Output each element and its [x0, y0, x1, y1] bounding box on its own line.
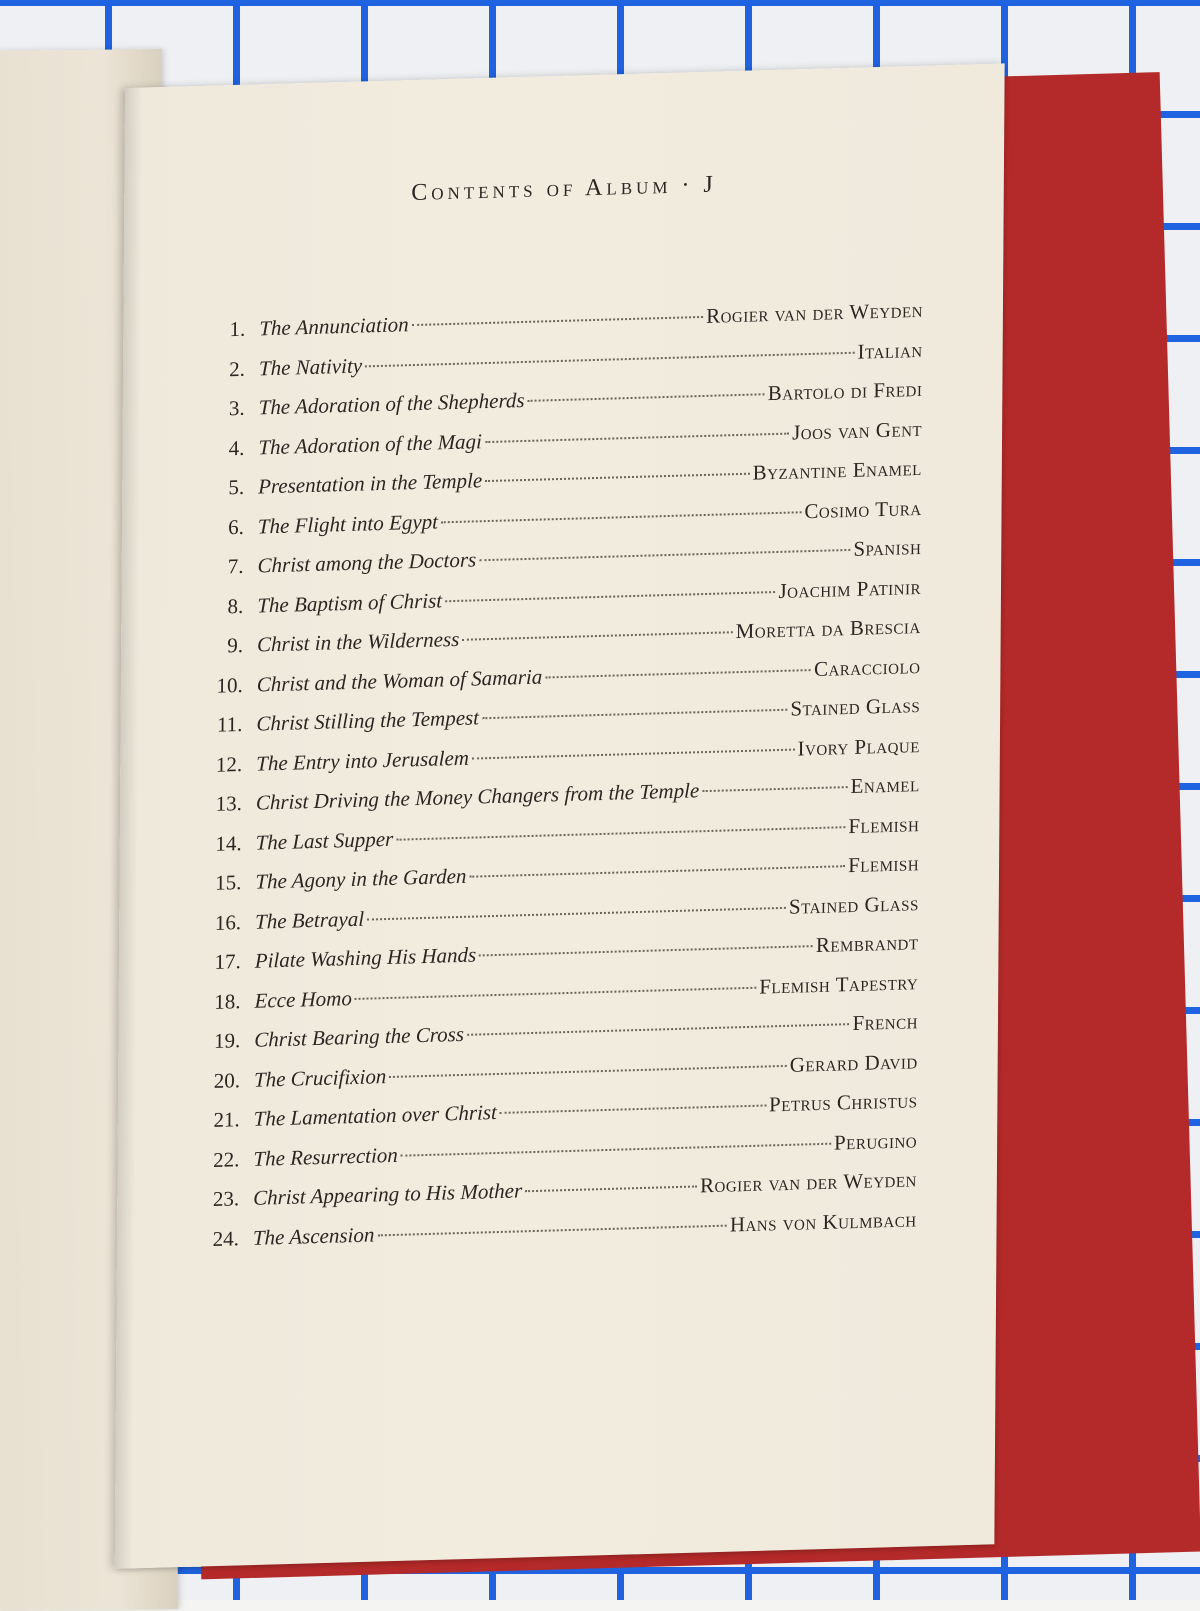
entry-artist: Perugino [833, 1127, 918, 1155]
entry-number: 21. [213, 1107, 240, 1132]
entry-number: 10. [216, 672, 243, 698]
entry-number: 4. [228, 435, 245, 460]
entry-artist: Enamel [850, 772, 920, 799]
entry-title: Christ Stilling the Tempest [256, 705, 480, 736]
dot-leader [389, 1064, 786, 1077]
entry-number: 14. [215, 830, 242, 856]
entry-number: 11. [216, 711, 243, 737]
entry-title: The Resurrection [253, 1142, 398, 1171]
entry-artist: Italian [857, 337, 923, 364]
entry-artist: Stained Glass [790, 693, 921, 721]
entry-title: The Betrayal [255, 906, 365, 934]
title-separator: · [681, 172, 694, 199]
page-title [124, 163, 1004, 215]
entry-number: 6. [228, 514, 244, 539]
entry-title: Christ Bearing the Cross [254, 1021, 465, 1052]
entry-artist: Rogier van der Weyden [706, 297, 924, 328]
dot-leader [472, 748, 795, 759]
entry-artist: Petrus Christus [768, 1088, 918, 1117]
dot-leader [479, 945, 813, 956]
entry-artist: Joachim Patinir [778, 574, 922, 603]
contents-page [115, 63, 1005, 1568]
dot-leader [462, 631, 732, 641]
entry-number: 5. [228, 474, 245, 500]
dot-leader [467, 1023, 850, 1036]
dot-leader [401, 1142, 831, 1156]
entry-title: Presentation in the Temple [258, 468, 483, 499]
entry-number: 3. [228, 395, 245, 421]
dot-leader [702, 786, 847, 792]
entry-number: 20. [213, 1067, 241, 1093]
entry-artist: Caracciolo [813, 653, 921, 681]
entry-artist: Rembrandt [815, 930, 919, 958]
entry-number: 23. [212, 1186, 240, 1211]
entry-artist: Joos van Gent [792, 416, 923, 445]
dot-leader [482, 709, 787, 720]
entry-artist: Flemish [848, 811, 920, 838]
entry-title: The Annunciation [259, 312, 409, 341]
entry-title: The Agony in the Garden [255, 863, 467, 894]
dot-leader [500, 1104, 766, 1113]
entry-title: Pilate Washing His Hands [254, 942, 477, 973]
dot-leader [377, 1224, 727, 1236]
entry-artist: Bartolo di Fredi [767, 376, 923, 406]
entry-title: The Flight into Egypt [257, 508, 439, 538]
dot-leader [485, 473, 750, 482]
entry-number: 19. [213, 1028, 241, 1053]
dot-leader [441, 511, 801, 523]
entry-artist: Byzantine Enamel [752, 455, 922, 485]
entry-artist: Gerard David [789, 1048, 918, 1077]
entry-artist: Spanish [853, 534, 922, 561]
entry-title: Christ and the Woman of Samaria [256, 664, 543, 697]
dot-leader [396, 826, 845, 841]
dot-leader [485, 432, 789, 442]
dot-leader [367, 906, 786, 920]
dot-leader [525, 1185, 697, 1192]
entry-title: Ecce Homo [254, 985, 352, 1013]
entry-number: 7. [227, 553, 244, 579]
entry-artist: Rogier van der Weyden [699, 1167, 917, 1198]
dot-leader [355, 986, 756, 999]
entry-title: The Last Supper [255, 826, 394, 855]
entry-number: 15. [215, 870, 242, 895]
entry-number: 12. [215, 751, 243, 777]
dot-leader [528, 393, 765, 402]
entry-title: The Nativity [258, 352, 363, 380]
entry-title: The Adoration of the Shepherds [258, 387, 525, 420]
entry-title: The Lamentation over Christ [253, 1100, 497, 1131]
entry-number: 22. [213, 1146, 240, 1172]
entry-artist: Hans von Kulmbach [729, 1206, 917, 1237]
entry-number: 17. [214, 949, 241, 974]
entry-number: 16. [214, 909, 242, 935]
entry-number: 9. [227, 632, 244, 658]
entry-number: 13. [215, 791, 243, 816]
entry-artist: Ivory Plaque [797, 732, 921, 760]
dot-leader [545, 669, 811, 678]
dot-leader [445, 591, 775, 602]
entry-artist: Stained Glass [788, 890, 919, 919]
entry-number: 1. [229, 316, 246, 342]
entry-artist: French [852, 1009, 919, 1036]
entry-title: The Ascension [252, 1221, 375, 1250]
dot-leader [469, 865, 845, 877]
contents-list [197, 298, 923, 1267]
entry-title: Christ among the Doctors [257, 547, 477, 578]
entry-number: 2. [229, 356, 246, 381]
entry-number: 8. [227, 593, 244, 618]
dot-leader [365, 351, 854, 367]
entry-title: The Entry into Jerusalem [256, 745, 470, 776]
entry-title: Christ Driving the Money Changers from the Temple [255, 778, 700, 815]
entry-artist: Flemish Tapestry [759, 969, 919, 999]
dot-leader [412, 316, 703, 326]
entry-number: 18. [214, 988, 241, 1014]
title-main: Contents of Album [411, 172, 672, 207]
entry-artist: Flemish [848, 851, 920, 878]
entry-title: Christ in the Wilderness [256, 626, 460, 657]
dot-leader [479, 549, 850, 561]
entry-number: 24. [212, 1225, 239, 1251]
entry-artist: Moretta da Brescia [735, 613, 921, 644]
entry-artist: Cosimo Tura [804, 495, 922, 523]
entry-title: Christ Appearing to His Mother [253, 1178, 523, 1210]
entry-title: The Baptism of Christ [257, 587, 443, 618]
entry-title: The Adoration of the Magi [258, 428, 483, 459]
title-letter: J [703, 171, 717, 198]
entry-title: The Crucifixion [253, 1063, 387, 1092]
